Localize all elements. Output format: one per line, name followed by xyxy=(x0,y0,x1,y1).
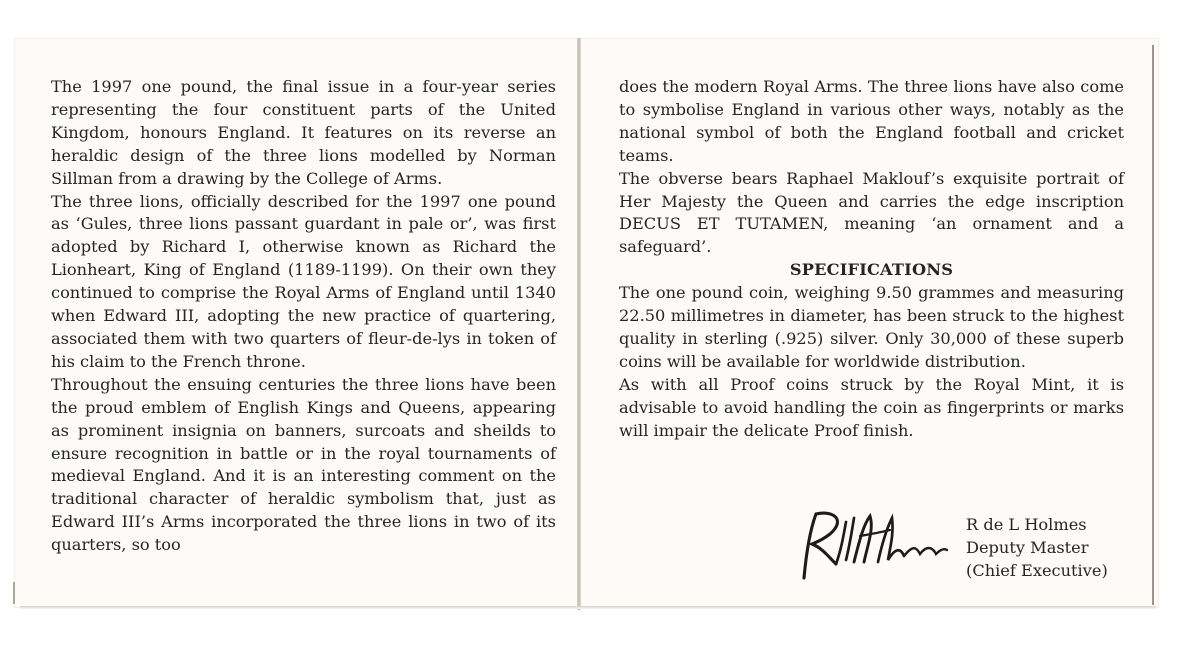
right-text-column xyxy=(619,76,1124,443)
left-text-column xyxy=(51,76,556,557)
center-fold xyxy=(577,38,581,610)
coin-spec-paragraph: The one pound coin, weighing 9.50 grammes and measuring 22.50 millimetres in diameter, has been struck to the highest quality in sterling (.925) silver. Only 30,000 of these superb coins will be available for worldwide distribution. xyxy=(619,283,1124,371)
signatory-block xyxy=(966,514,1108,583)
left-edge-mark xyxy=(13,582,15,604)
specifications-heading: SPECIFICATIONS xyxy=(789,260,954,280)
proof-care-paragraph: As with all Proof coins struck by the Royal Mint, it is advisable to avoid handling the coin as fingerprints or marks will impair the delicate Proof finish. xyxy=(619,374,1124,440)
right-edge-line xyxy=(1152,45,1154,605)
signatory-name: R de L Holmes xyxy=(966,515,1087,534)
bottom-edge-shadow xyxy=(20,606,1156,609)
three-lions-paragraph: The three lions, officially described for the 1997 one pound as ‘Gules, three lions passant guardant in pale or’, was first adopted by Richard I, otherwise known as Richard the Lionheart, King of England (1189-1199). On their own they continued to comprise the Royal Arms of England until 1340 when Edward III, adopting the new practice of quartering, associated them with two quarters of fleur-de-lys in token of his claim to the French throne. xyxy=(51,191,556,371)
obverse-paragraph: The obverse bears Raphael Maklouf’s exquisite portrait of Her Majesty the Queen and carries the edge inscription DECUS ET TUTAMEN, meaning ‘an ornament and a safeguard’. xyxy=(619,168,1124,257)
signatory-title: Deputy Master xyxy=(966,537,1089,557)
handwritten-signature xyxy=(790,504,950,586)
royal-arms-paragraph: does the modern Royal Arms. The three lions have also come to symbolise England in various other ways, notably as the national symbol of both the England football and cricket teams. xyxy=(619,77,1124,165)
intro-paragraph: The 1997 one pound, the final issue in a four-year series representing the four constituent parts of the United Kingdom, honours England. It features on its reverse an heraldic design of the three lions modelled by Norman Sillman from a drawing by the College of Arms. xyxy=(51,77,556,188)
centuries-paragraph: Throughout the ensuing centuries the three lions have been the proud emblem of English Kings and Queens, appearing as prominent insignia on banners, surcoats and sheilds to ensure recognition in battle or in the royal tournaments of medieval England. And it is an interesting comment on the traditional character of heraldic symbolism that, just as Edward III’s Arms incorporated the three lions in two of its quarters, so too xyxy=(51,374,556,555)
signatory-role: (Chief Executive) xyxy=(966,560,1108,580)
